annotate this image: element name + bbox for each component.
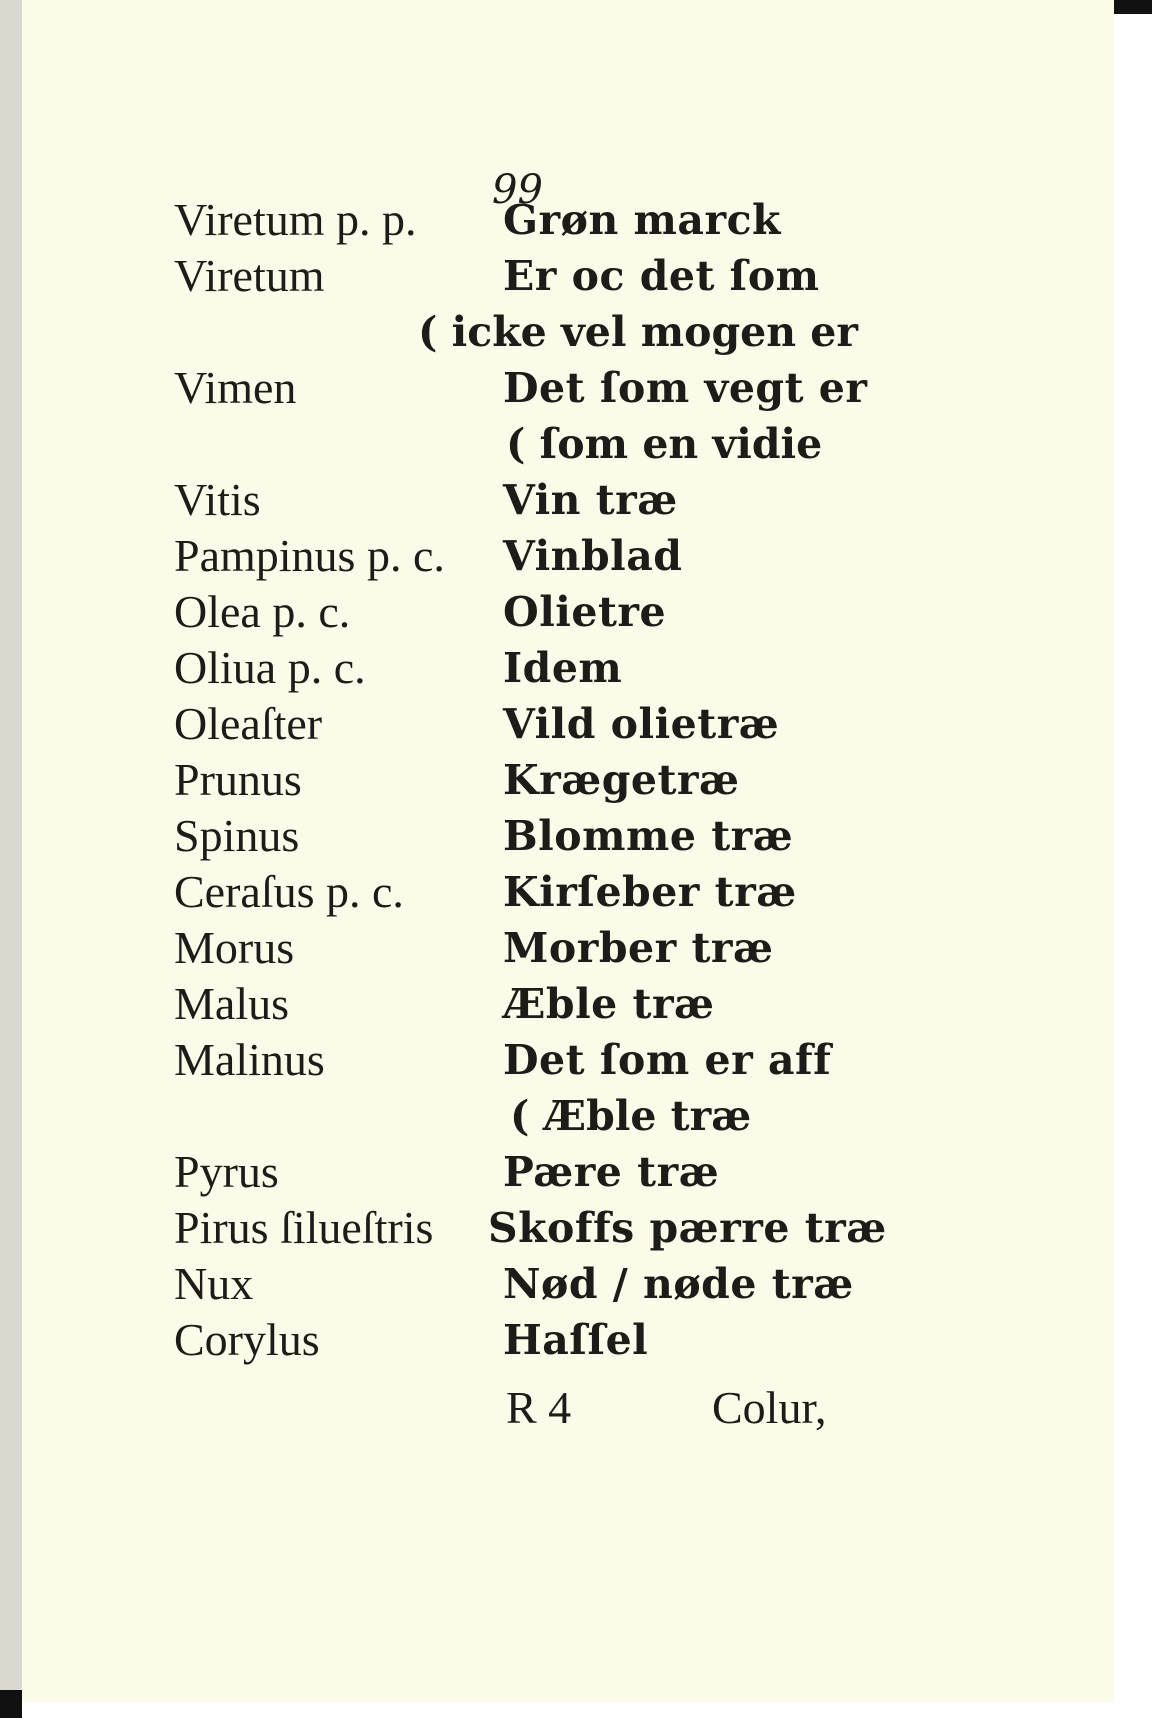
danish-gloss-continuation: ( Æble træ [510,1092,752,1140]
latin-term: Spinus [174,810,300,861]
entry-row [0,864,1152,920]
entry-row [0,584,1152,640]
latin-term: Oleaſter [174,698,323,749]
entry-row [0,528,1152,584]
latin-term: Nux [174,1258,254,1309]
danish-gloss-continuation: ( ſom en vidie [506,420,823,468]
entry-continuation [0,304,1152,360]
latin-term: Malus [174,978,289,1029]
danish-gloss: Kirſeber træ [503,868,797,916]
danish-gloss: Grøn marck [503,196,781,244]
entry-row [0,1256,1152,1312]
entry-continuation [0,416,1152,472]
latin-term: Vitis [174,474,261,525]
latin-term: Pyrus [174,1146,279,1197]
entry-row [0,752,1152,808]
entry-row [0,976,1152,1032]
danish-gloss-continuation: ( icke vel mogen er [418,308,858,356]
latin-term: Pirus ſilueſtris [174,1202,434,1253]
latin-term: Ceraſus p. c. [174,866,404,917]
danish-gloss: Blomme træ [503,812,794,860]
danish-gloss: Det ſom er aff [503,1036,832,1084]
entry-row [0,1032,1152,1088]
entry-row [0,696,1152,752]
entry-row [0,640,1152,696]
danish-gloss: Pære træ [503,1148,720,1196]
page-number: 99 [492,167,543,213]
latin-term: Malinus [174,1034,325,1085]
danish-gloss: Vin træ [503,476,678,524]
danish-gloss: Idem [503,644,623,692]
danish-gloss: Nød / nøde træ [503,1260,854,1308]
entry-row [0,808,1152,864]
latin-term: Prunus [174,754,302,805]
entry-row [0,1144,1152,1200]
latin-term: Viretum [174,250,325,301]
danish-gloss: Det ſom vegt er [503,364,868,412]
entry-row [0,248,1152,304]
danish-gloss: Er oc det ſom [503,252,820,300]
danish-gloss: Vild olietræ [503,700,780,748]
danish-gloss: Haſſel [503,1316,649,1364]
entry-row [0,360,1152,416]
danish-gloss: Morber træ [503,924,774,972]
danish-gloss: Krægetræ [503,756,740,804]
signature-mark: R 4 [506,1382,572,1433]
danish-gloss: Olietre [503,588,667,636]
latin-term: Olea p. c. [174,586,351,637]
latin-term: Corylus [174,1314,320,1365]
danish-gloss: Æble træ [503,980,715,1028]
latin-term: Oliua p. c. [174,642,366,693]
latin-term: Vimen [174,362,297,413]
catchword: Colur, [712,1382,827,1433]
entry-row [0,920,1152,976]
entry-continuation [0,1088,1152,1144]
entry-row [0,472,1152,528]
entry-row [0,1200,1152,1256]
danish-gloss: Vinblad [503,532,683,580]
danish-gloss: Skoffs pærre træ [488,1204,887,1252]
entry-row [0,192,1152,248]
latin-term: Morus [174,922,295,973]
entry-row [0,1312,1152,1368]
latin-term: Pampinus p. c. [174,530,445,581]
latin-term: Viretum p. p. [174,194,417,245]
